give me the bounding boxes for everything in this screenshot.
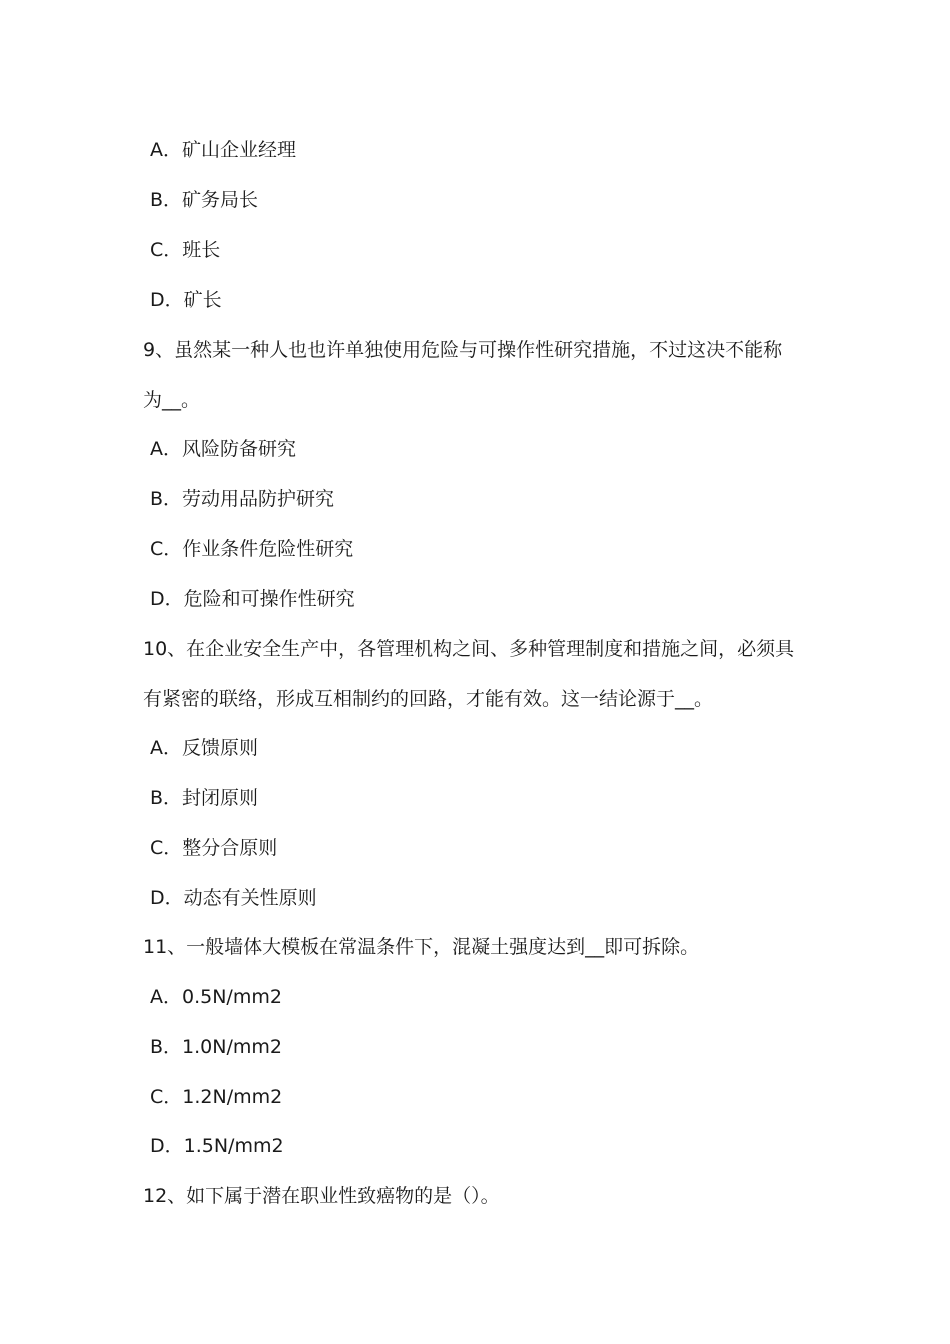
option-10c: C．整分合原则 [150,837,278,859]
question-9-line-1: 9、虽然某一种人也也许单独使用危险与可操作性研究措施，不过这决不能称 [143,339,783,361]
option-8a: A．矿山企业经理 [150,139,296,161]
option-9a: A．风险防备研究 [150,438,296,460]
option-11c: C．1.2N/mm2 [150,1086,283,1108]
option-8b: B．矿务局长 [150,189,259,211]
option-8d: D．矿长 [150,289,222,311]
option-10d: D．动态有关性原则 [150,887,317,909]
question-10-line-1: 10、在企业安全生产中，各管理机构之间、多种管理制度和措施之间，必须具 [143,638,795,660]
question-11: 11、一般墙体大模板在常温条件下，混凝土强度达到__即可拆除。 [143,936,700,958]
option-10a: A．反馈原则 [150,737,258,759]
option-9b: B．劳动用品防护研究 [150,488,335,510]
option-11a: A．0.5N/mm2 [150,986,282,1008]
option-10b: B．封闭原则 [150,787,259,809]
option-9c: C．作业条件危险性研究 [150,538,354,560]
question-9-line-2: 为__。 [143,389,201,411]
question-12: 12、如下属于潜在职业性致癌物的是（）。 [143,1185,500,1207]
question-10-line-2: 有紧密的联络，形成互相制约的回路，才能有效。这一结论源于__。 [143,688,714,710]
option-11d: D．1.5N/mm2 [150,1135,284,1157]
option-9d: D．危险和可操作性研究 [150,588,355,610]
option-11b: B．1.0N/mm2 [150,1036,282,1058]
option-8c: C．班长 [150,239,221,261]
